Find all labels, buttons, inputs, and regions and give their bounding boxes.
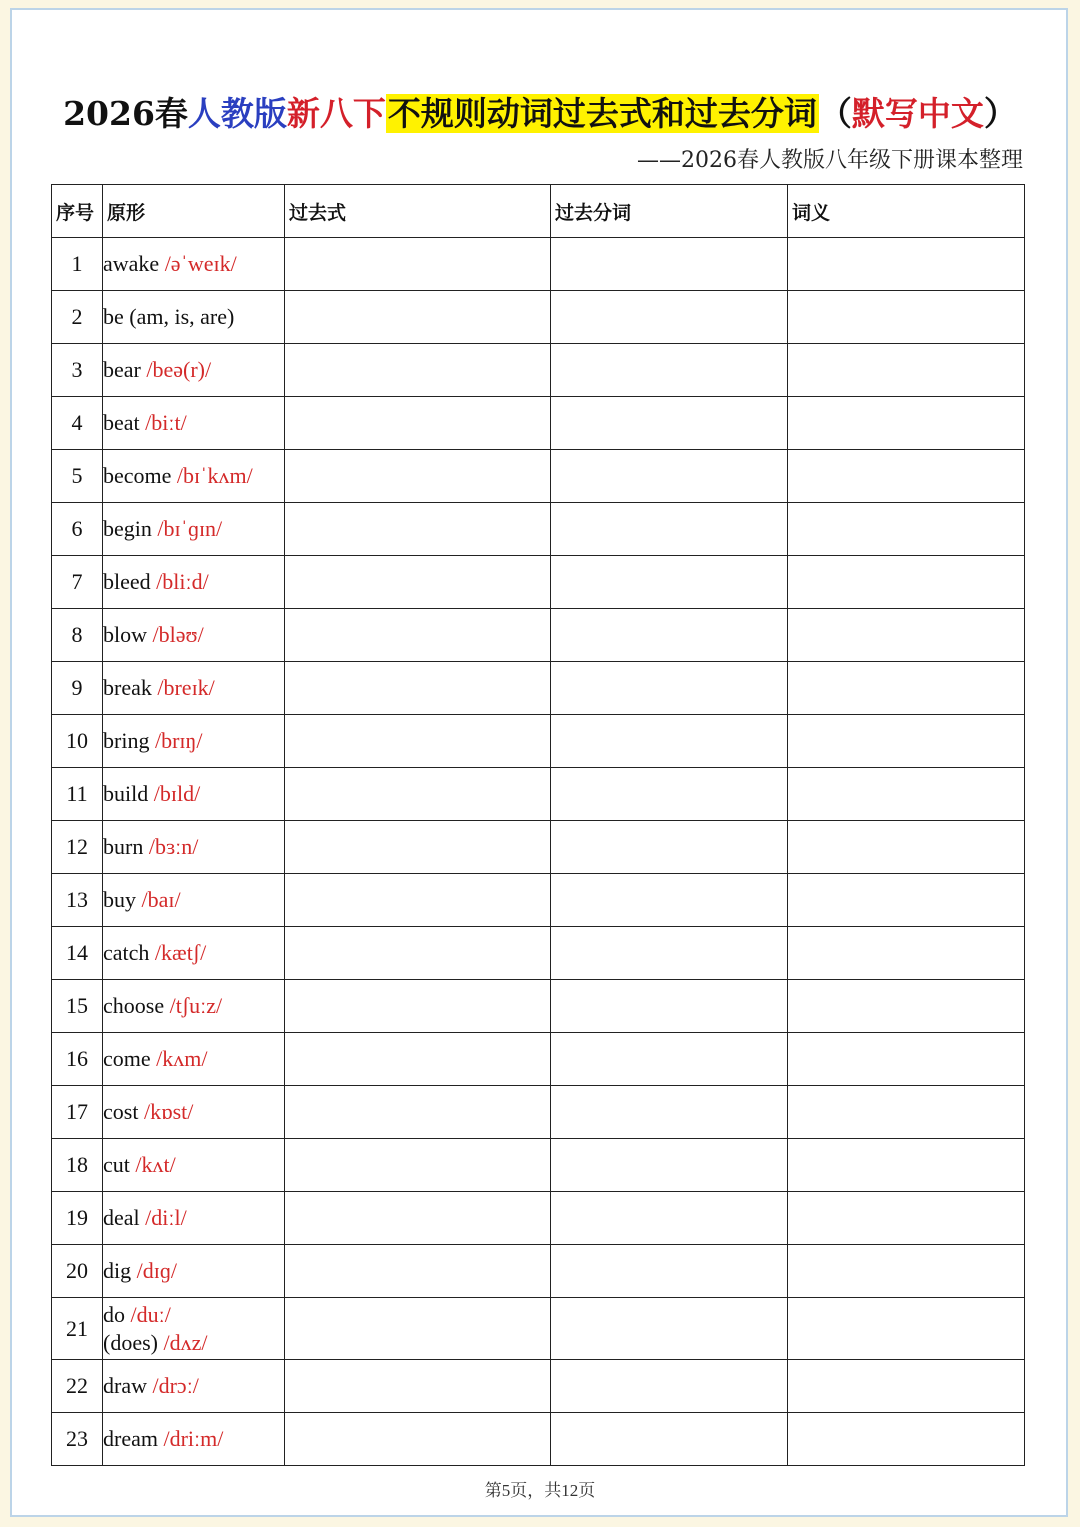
- table-row: [52, 927, 1025, 980]
- base-form-cell: [103, 1413, 285, 1466]
- table-row: [52, 397, 1025, 450]
- table-row: [52, 980, 1025, 1033]
- past-tense-blank: [285, 715, 551, 768]
- base-form-cell: [103, 1139, 285, 1192]
- meaning-blank: [788, 344, 1025, 397]
- past-participle-blank: [551, 768, 788, 821]
- base-form-word: choose: [103, 993, 165, 1018]
- row-number: 20: [52, 1245, 103, 1298]
- base-form-line: [103, 1204, 284, 1232]
- phonetic-transcription: /duː/: [130, 1301, 171, 1327]
- past-tense-blank: [285, 609, 551, 662]
- base-form-line: [103, 515, 284, 543]
- meaning-blank: [788, 1192, 1025, 1245]
- past-tense-blank: [285, 556, 551, 609]
- phonetic-transcription: /bɪˈkʌm/: [176, 463, 253, 488]
- meaning-blank: [788, 503, 1025, 556]
- base-form-cell: [103, 344, 285, 397]
- meaning-blank: [788, 397, 1025, 450]
- meaning-blank: [788, 450, 1025, 503]
- base-form-cell: [103, 1245, 285, 1298]
- base-form-word: beat: [103, 410, 140, 435]
- table-row: [52, 291, 1025, 344]
- base-form-line: [103, 674, 284, 702]
- base-form-line: [103, 1151, 284, 1179]
- header-past-participle: 过去分词: [551, 185, 788, 238]
- phonetic-transcription: /baɪ/: [141, 887, 181, 912]
- row-number: 16: [52, 1033, 103, 1086]
- past-participle-blank: [551, 1360, 788, 1413]
- phonetic-transcription: /drɔː/: [152, 1373, 199, 1398]
- row-number: 9: [52, 662, 103, 715]
- row-number: 1: [52, 238, 103, 291]
- base-form-cell: [103, 1298, 285, 1360]
- row-number: 17: [52, 1086, 103, 1139]
- phonetic-transcription: /bɪˈɡɪn/: [157, 516, 223, 541]
- row-number: 4: [52, 397, 103, 450]
- meaning-blank: [788, 715, 1025, 768]
- base-form-line: [103, 250, 284, 278]
- phonetic-transcription: /diːl/: [145, 1205, 187, 1230]
- base-form-line: [103, 939, 284, 967]
- past-tense-blank: [285, 1139, 551, 1192]
- base-form-cell: [103, 1033, 285, 1086]
- base-form-line: [103, 1257, 284, 1285]
- phonetic-transcription: /kʌt/: [135, 1152, 176, 1177]
- base-form-cell: [103, 768, 285, 821]
- table-header-row: [52, 185, 1025, 238]
- past-tense-blank: [285, 927, 551, 980]
- meaning-blank: [788, 927, 1025, 980]
- base-form-line: [103, 1301, 284, 1329]
- meaning-blank: [788, 874, 1025, 927]
- phonetic-transcription: /bɪld/: [153, 781, 201, 806]
- base-form-word: (does): [103, 1329, 158, 1355]
- base-form-word: cost: [103, 1099, 139, 1124]
- base-form-line: [103, 1372, 284, 1400]
- meaning-blank: [788, 238, 1025, 291]
- past-tense-blank: [285, 821, 551, 874]
- past-tense-blank: [285, 238, 551, 291]
- base-form-word: come: [103, 1046, 151, 1071]
- past-tense-blank: [285, 1298, 551, 1360]
- row-number: 15: [52, 980, 103, 1033]
- base-form-word: draw: [103, 1373, 147, 1398]
- phonetic-transcription: /dʌz/: [163, 1329, 208, 1355]
- base-form-line: [103, 1098, 284, 1126]
- row-number: 11: [52, 768, 103, 821]
- table-row: [52, 1033, 1025, 1086]
- base-form-line: [103, 303, 284, 331]
- base-form-word: bear: [103, 357, 141, 382]
- table-row: [52, 821, 1025, 874]
- base-form-word: deal: [103, 1205, 140, 1230]
- base-form-cell: [103, 715, 285, 768]
- base-form-word: begin: [103, 516, 152, 541]
- phonetic-transcription: /brɪŋ/: [154, 728, 203, 753]
- base-form-line: [103, 1045, 284, 1073]
- past-participle-blank: [551, 238, 788, 291]
- table-body: [52, 238, 1025, 1466]
- past-participle-blank: [551, 662, 788, 715]
- phonetic-transcription: /beə(r)/: [146, 357, 212, 382]
- phonetic-transcription: /bləʊ/: [152, 622, 204, 647]
- meaning-blank: [788, 821, 1025, 874]
- page-footer: 第5页，共12页: [484, 1481, 596, 1500]
- past-tense-blank: [285, 503, 551, 556]
- base-form-word: buy: [103, 887, 136, 912]
- past-participle-blank: [551, 556, 788, 609]
- base-form-cell: [103, 397, 285, 450]
- past-participle-blank: [551, 715, 788, 768]
- page-title: [0, 88, 1080, 135]
- meaning-blank: [788, 291, 1025, 344]
- meaning-blank: [788, 609, 1025, 662]
- base-form-line: [103, 568, 284, 596]
- base-form-cell: [103, 927, 285, 980]
- meaning-blank: [788, 1245, 1025, 1298]
- row-number: 5: [52, 450, 103, 503]
- verb-table: [51, 184, 1025, 1466]
- base-form-word: cut: [103, 1152, 130, 1177]
- base-form-cell: [103, 503, 285, 556]
- header-meaning: 词义: [788, 185, 1025, 238]
- table-row: [52, 1298, 1025, 1360]
- base-form-word: awake: [103, 251, 160, 276]
- title-year: 2026春: [63, 94, 188, 133]
- table-row: [52, 1245, 1025, 1298]
- base-form-cell: [103, 1192, 285, 1245]
- row-number: 19: [52, 1192, 103, 1245]
- past-participle-blank: [551, 1245, 788, 1298]
- title-task: 默写中文: [851, 94, 984, 133]
- row-number: 10: [52, 715, 103, 768]
- phonetic-transcription: /bliːd/: [156, 569, 209, 594]
- base-form-word: break: [103, 675, 152, 700]
- past-participle-blank: [551, 1298, 788, 1360]
- table-row: [52, 1192, 1025, 1245]
- base-form-word: blow: [103, 622, 147, 647]
- title-paren-open: （: [818, 94, 852, 133]
- phonetic-transcription: /kʌm/: [156, 1046, 208, 1071]
- past-participle-blank: [551, 1413, 788, 1466]
- meaning-blank: [788, 1086, 1025, 1139]
- past-tense-blank: [285, 768, 551, 821]
- meaning-blank: [788, 1033, 1025, 1086]
- base-form-line: [103, 1329, 284, 1357]
- base-form-line: [103, 356, 284, 384]
- base-form-cell: [103, 662, 285, 715]
- past-tense-blank: [285, 1192, 551, 1245]
- meaning-blank: [788, 556, 1025, 609]
- table-row: [52, 1139, 1025, 1192]
- phonetic-transcription: /biːt/: [145, 410, 187, 435]
- phonetic-transcription: /dɪɡ/: [136, 1258, 177, 1283]
- base-form-line: [103, 1425, 284, 1453]
- base-form-word: be (am, is, are): [103, 304, 235, 329]
- row-number: 7: [52, 556, 103, 609]
- row-number: 8: [52, 609, 103, 662]
- row-number: 22: [52, 1360, 103, 1413]
- row-number: 12: [52, 821, 103, 874]
- phonetic-transcription: /bɜːn/: [148, 834, 199, 859]
- table-row: [52, 1413, 1025, 1466]
- past-tense-blank: [285, 1360, 551, 1413]
- header-base-form: 原形: [103, 185, 285, 238]
- table-row: [52, 662, 1025, 715]
- past-participle-blank: [551, 1139, 788, 1192]
- phonetic-transcription: /kɒst/: [143, 1099, 194, 1124]
- table-row: [52, 1086, 1025, 1139]
- past-participle-blank: [551, 291, 788, 344]
- past-tense-blank: [285, 397, 551, 450]
- row-number: 23: [52, 1413, 103, 1466]
- past-participle-blank: [551, 1033, 788, 1086]
- phonetic-transcription: /əˈweɪk/: [164, 251, 237, 276]
- table-row: [52, 503, 1025, 556]
- base-form-word: bleed: [103, 569, 151, 594]
- header-past-tense: 过去式: [285, 185, 551, 238]
- table-row: [52, 609, 1025, 662]
- past-tense-blank: [285, 291, 551, 344]
- page-subtitle: ——2026春人教版八年级下册课本整理: [637, 148, 1023, 173]
- row-number: 13: [52, 874, 103, 927]
- base-form-word: do: [103, 1301, 125, 1327]
- base-form-line: [103, 409, 284, 437]
- base-form-line: [103, 727, 284, 755]
- base-form-cell: [103, 609, 285, 662]
- base-form-cell: [103, 450, 285, 503]
- base-form-cell: [103, 556, 285, 609]
- meaning-blank: [788, 1360, 1025, 1413]
- past-participle-blank: [551, 1192, 788, 1245]
- base-form-cell: [103, 1360, 285, 1413]
- past-tense-blank: [285, 662, 551, 715]
- past-participle-blank: [551, 397, 788, 450]
- row-number: 18: [52, 1139, 103, 1192]
- past-participle-blank: [551, 821, 788, 874]
- base-form-cell: [103, 980, 285, 1033]
- table-row: [52, 768, 1025, 821]
- past-participle-blank: [551, 344, 788, 397]
- meaning-blank: [788, 1298, 1025, 1360]
- base-form-word: dream: [103, 1426, 158, 1451]
- past-tense-blank: [285, 874, 551, 927]
- past-participle-blank: [551, 450, 788, 503]
- row-number: 2: [52, 291, 103, 344]
- title-publisher: 人教版: [187, 94, 287, 133]
- header-number: 序号: [52, 185, 103, 238]
- base-form-word: become: [103, 463, 172, 488]
- row-number: 14: [52, 927, 103, 980]
- past-participle-blank: [551, 980, 788, 1033]
- past-participle-blank: [551, 1086, 788, 1139]
- phonetic-transcription: /breɪk/: [157, 675, 215, 700]
- base-form-line: [103, 833, 284, 861]
- table-row: [52, 556, 1025, 609]
- meaning-blank: [788, 1413, 1025, 1466]
- meaning-blank: [788, 768, 1025, 821]
- past-tense-blank: [285, 1245, 551, 1298]
- past-tense-blank: [285, 1413, 551, 1466]
- past-tense-blank: [285, 450, 551, 503]
- row-number: 3: [52, 344, 103, 397]
- table-row: [52, 715, 1025, 768]
- base-form-cell: [103, 291, 285, 344]
- base-form-cell: [103, 821, 285, 874]
- base-form-line: [103, 462, 284, 490]
- table-row: [52, 450, 1025, 503]
- table-row: [52, 344, 1025, 397]
- base-form-word: bring: [103, 728, 150, 753]
- base-form-word: build: [103, 781, 149, 806]
- phonetic-transcription: /tʃuːz/: [169, 993, 223, 1018]
- table-row: [52, 1360, 1025, 1413]
- past-participle-blank: [551, 927, 788, 980]
- meaning-blank: [788, 980, 1025, 1033]
- title-grade: 新八下: [286, 94, 386, 133]
- base-form-cell: [103, 874, 285, 927]
- past-tense-blank: [285, 344, 551, 397]
- past-participle-blank: [551, 874, 788, 927]
- base-form-line: [103, 780, 284, 808]
- meaning-blank: [788, 662, 1025, 715]
- base-form-word: dig: [103, 1258, 132, 1283]
- base-form-word: burn: [103, 834, 144, 859]
- base-form-line: [103, 992, 284, 1020]
- base-form-line: [103, 621, 284, 649]
- past-tense-blank: [285, 980, 551, 1033]
- past-participle-blank: [551, 503, 788, 556]
- table-row: [52, 238, 1025, 291]
- past-tense-blank: [285, 1033, 551, 1086]
- base-form-cell: [103, 1086, 285, 1139]
- row-number: 21: [52, 1298, 103, 1360]
- phonetic-transcription: /driːm/: [163, 1426, 224, 1451]
- phonetic-transcription: /kætʃ/: [154, 940, 207, 965]
- table-row: [52, 874, 1025, 927]
- meaning-blank: [788, 1139, 1025, 1192]
- base-form-cell: [103, 238, 285, 291]
- past-tense-blank: [285, 1086, 551, 1139]
- base-form-line: [103, 886, 284, 914]
- title-topic: 不规则动词过去式和过去分词: [387, 94, 817, 133]
- past-participle-blank: [551, 609, 788, 662]
- base-form-word: catch: [103, 940, 150, 965]
- title-paren-close: ）: [983, 94, 1017, 133]
- row-number: 6: [52, 503, 103, 556]
